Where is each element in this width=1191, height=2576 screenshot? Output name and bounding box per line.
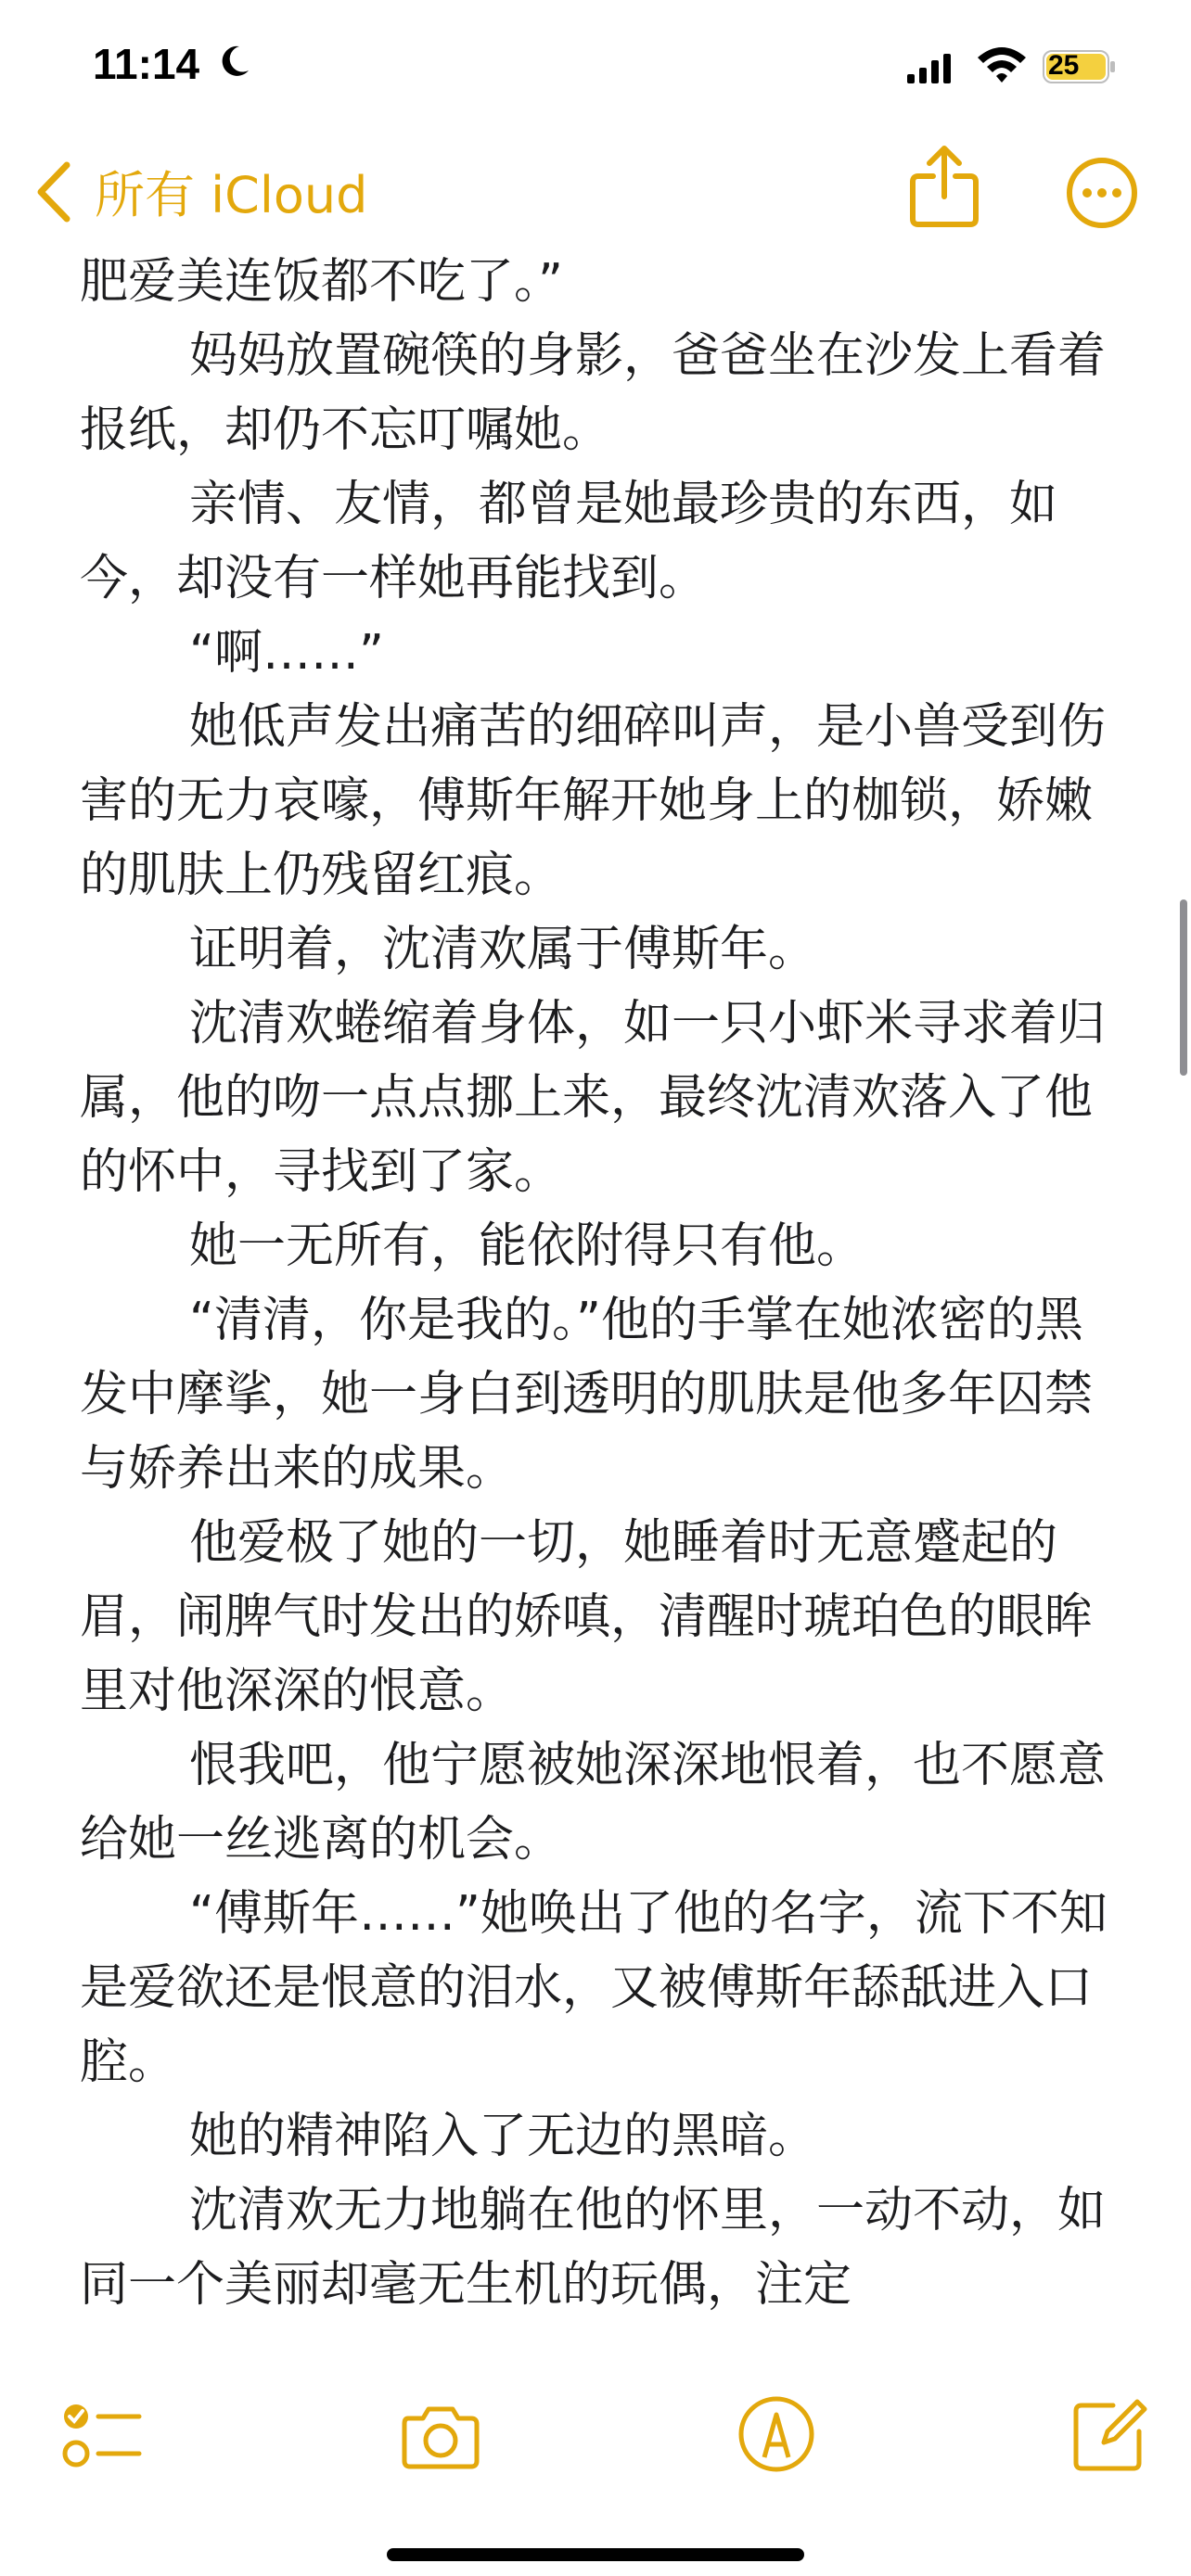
chevron-left-icon [33, 159, 74, 224]
note-paragraph: 亲情、友情，都曾是她最珍贵的东西，如今，却没有一样她再能找到。 [80, 477, 1058, 606]
home-indicator [387, 2548, 804, 2561]
scroll-indicator[interactable] [1180, 899, 1187, 1076]
back-button[interactable] [33, 156, 367, 227]
note-paragraph: 她低声发出痛苦的细碎叫声，是小兽受到伤害的无力哀嚎，傅斯年解开她身上的枷锁，娇嫩的肌肤上仍残留红痕。 [80, 699, 1107, 903]
status-time: 11:14 [93, 40, 200, 88]
note-paragraph: “傅斯年……”她唤出了他的名字，流下不知是爱欲还是恨意的泪水，又被傅斯年舔舐进入口腔。 [80, 1886, 1108, 2090]
compose-icon[interactable] [1067, 2392, 1150, 2476]
note-body[interactable] [80, 245, 1119, 2322]
ellipsis-circle-icon[interactable] [1065, 156, 1139, 230]
note-paragraph: 沈清欢蜷缩着身体，如一只小虾米寻求着归属，他的吻一点点挪上来，最终沈清欢落入了他的怀中，寻找到了家。 [80, 996, 1107, 1200]
bottom-fade [0, 2327, 1191, 2576]
share-icon[interactable] [907, 145, 981, 228]
note-paragraph: 恨我吧，他宁愿被她深深地恨着，也不愿意给她一丝逃离的机会。 [80, 1738, 1107, 1868]
battery-level: 25 [1048, 50, 1080, 81]
note-paragraph: 他爱极了她的一切，她睡着时无意蹙起的眉，闹脾气时发出的娇嗔，清醒时琥珀色的眼眸里对他深深的恨意。 [80, 1515, 1094, 1719]
note-paragraph: 她一无所有，能依附得只有他。 [189, 1218, 865, 1274]
note-paragraph: 肥爱美连饭都不吃了。” [80, 254, 563, 310]
back-label: 所有 iCloud [95, 166, 368, 224]
note-paragraph: “清清，你是我的。”他的手掌在她浓密的黑发中摩挲，她一身白到透明的肌肤是他多年囚禁与娇养出来的成果。 [80, 1293, 1094, 1497]
checklist-icon[interactable] [61, 2392, 145, 2476]
note-paragraph: “啊……” [189, 625, 384, 681]
wifi-icon [976, 45, 1028, 83]
note-paragraph: 证明着，沈清欢属于傅斯年。 [189, 922, 817, 977]
markup-pen-icon[interactable] [735, 2392, 818, 2476]
cellular-signal-icon [907, 54, 954, 83]
note-paragraph: 她的精神陷入了无边的黑暗。 [189, 2109, 817, 2164]
note-paragraph: 妈妈放置碗筷的身影，爸爸坐在沙发上看着报纸，却仍不忘叮嘱她。 [80, 328, 1107, 458]
camera-icon[interactable] [399, 2392, 482, 2476]
note-paragraph: 沈清欢无力地躺在他的怀里，一动不动，如同一个美丽却毫无生机的玩偶，注定 [80, 2183, 1107, 2313]
moon-icon [215, 43, 252, 80]
